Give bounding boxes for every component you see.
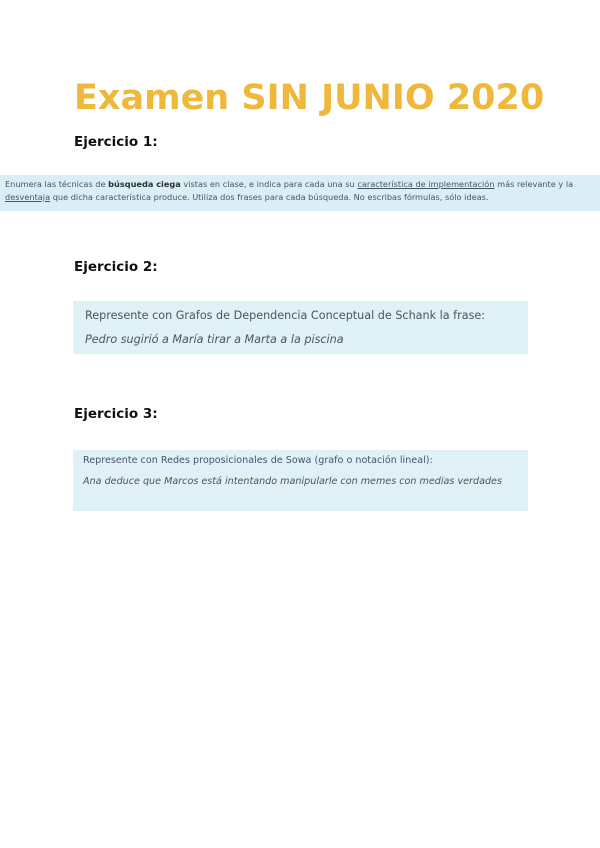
exercise-2-heading: Ejercicio 2: xyxy=(74,259,158,275)
exercise-1-bold-term: búsqueda ciega xyxy=(108,179,181,189)
exercise-3-instruction: Represente con Redes proposicionales de Sowa (grafo o notación lineal): xyxy=(83,455,433,466)
exercise-1-heading: Ejercicio 1: xyxy=(74,134,158,150)
exercise-1-text-1: Enumera las técnicas de xyxy=(5,179,109,189)
exercise-1-text-3: más relevante y la xyxy=(494,179,574,189)
exercise-1-text-4: que dicha característica produce. Utiliza dos frases para cada búsqueda. No escribas fórmulas, sólo ideas. xyxy=(50,192,489,202)
exercise-1-underlined-term-2: desventaja xyxy=(5,192,51,202)
exercise-1-underlined-term-1: característica de implementación xyxy=(357,179,495,189)
exercise-3-sentence: Ana deduce que Marcos está intentando manipularle con memes con medias verdades xyxy=(83,476,502,487)
exercise-1-statement xyxy=(0,175,600,211)
exercise-2-instruction: Represente con Grafos de Dependencia Conceptual de Schank la frase: xyxy=(85,309,486,322)
exercise-1-text-2: vistas en clase, e indica para cada una su xyxy=(180,179,358,189)
exercise-3-heading: Ejercicio 3: xyxy=(74,406,158,422)
exercise-3-statement xyxy=(73,450,528,511)
exercise-2-sentence: Pedro sugirió a María tirar a Marta a la piscina xyxy=(85,333,344,346)
document-title: Examen SIN JUNIO 2020 xyxy=(74,78,545,118)
exercise-2-statement xyxy=(73,301,528,354)
